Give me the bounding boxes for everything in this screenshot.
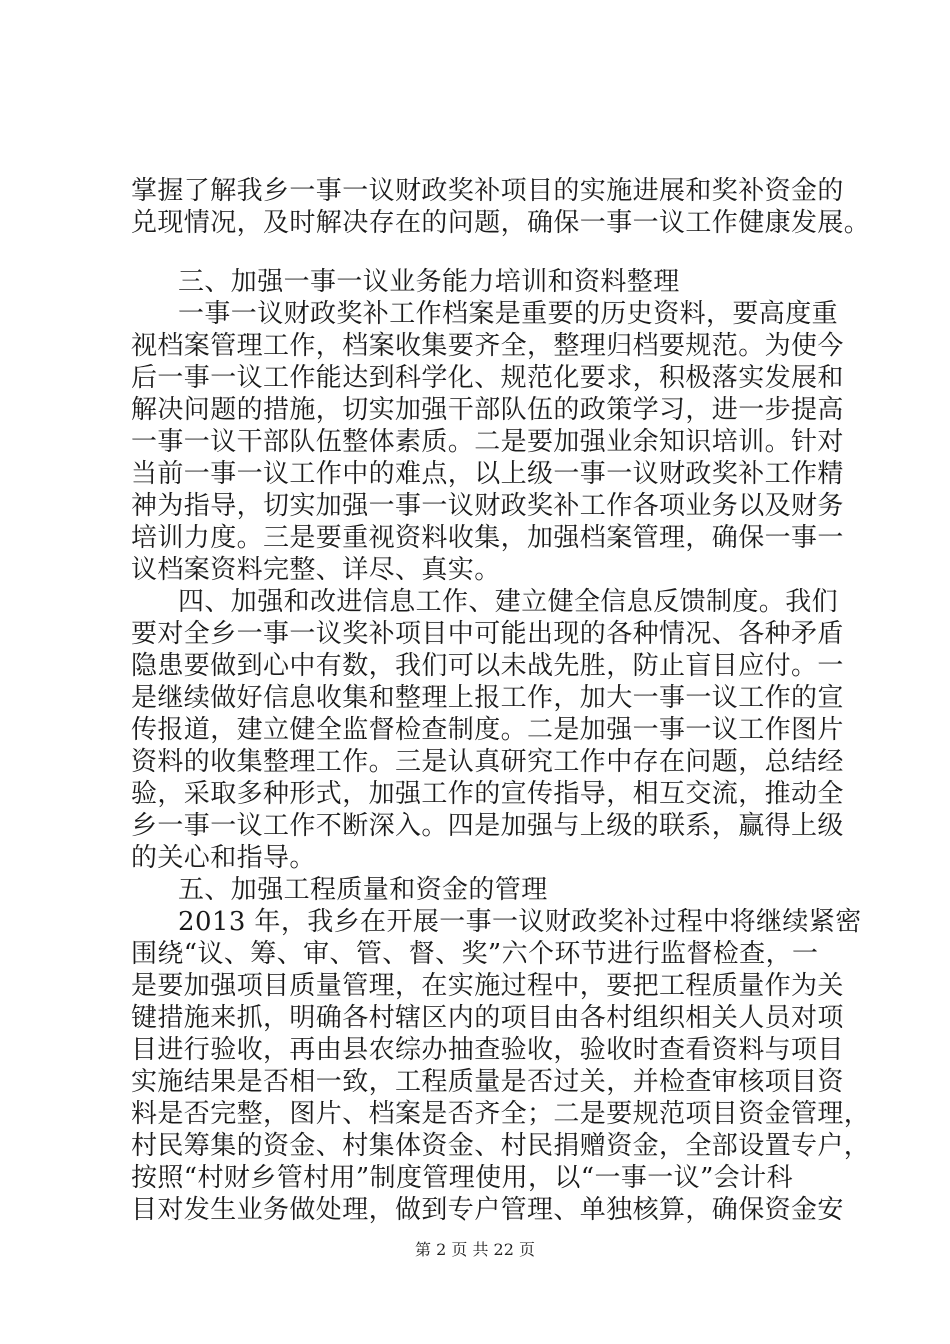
body-text-line: 要对全乡一事一议奖补项目中可能出现的各种情况、各种矛盾: [131, 619, 844, 649]
body-text-line: 后一事一议工作能达到科学化、规范化要求，积极落实发展和: [131, 363, 844, 393]
paragraph-first-line: 一事一议财政奖补工作档案是重要的历史资料，要高度重: [178, 299, 839, 329]
body-text-line: 围绕“议、筹、审、管、督、奖”六个环节进行监督检查，一: [131, 939, 819, 969]
body-text-line: 当前一事一议工作中的难点，以上级一事一议财政奖补工作精: [131, 459, 844, 489]
paragraph-first-line: 2013 年，我乡在开展一事一议财政奖补过程中将继续紧密: [178, 907, 862, 937]
body-text-line: 资料的收集整理工作。三是认真研究工作中存在问题，总结经: [131, 747, 844, 777]
body-text-line: 键措施来抓，明确各村辖区内的项目由各村组织相关人员对项: [131, 1003, 844, 1033]
body-text-line: 料是否完整，图片、档案是否齐全；二是要规范项目资金管理，: [131, 1099, 871, 1129]
body-text-line: 兑现情况，及时解决存在的问题，确保一事一议工作健康发展。: [131, 208, 871, 238]
body-text-line: 隐患要做到心中有数，我们可以未战先胜，防止盲目应付。一: [131, 651, 844, 681]
body-text-line: 乡一事一议工作不断深入。四是加强与上级的联系，赢得上级: [131, 811, 844, 841]
body-text-line: 是继续做好信息收集和整理上报工作，加大一事一议工作的宣: [131, 683, 844, 713]
section-heading-3: 三、加强一事一议业务能力培训和资料整理: [178, 267, 680, 297]
body-text-line: 议档案资料完整、详尽、真实。: [131, 555, 501, 585]
body-text-line: 目对发生业务做处理，做到专户管理、单独核算，确保资金安: [131, 1195, 844, 1225]
body-text-line: 是要加强项目质量管理，在实施过程中，要把工程质量作为关: [131, 971, 844, 1001]
body-text-line: 视档案管理工作，档案收集要齐全，整理归档要规范。为使今: [131, 331, 844, 361]
body-text-line: 掌握了解我乡一事一议财政奖补项目的实施进展和奖补资金的: [131, 176, 844, 206]
page-number-footer: 第 2 页 共 22 页: [415, 1240, 535, 1259]
body-text-line: 目进行验收，再由县农综办抽查验收，验收时查看资料与项目: [131, 1035, 844, 1065]
body-text-line: 村民筹集的资金、村集体资金、村民捐赠资金，全部设置专户，: [131, 1131, 871, 1161]
body-text-line: 解决问题的措施，切实加强干部队伍的政策学习，进一步提高: [131, 395, 844, 425]
body-text-line: 按照“村财乡管村用”制度管理使用，以“一事一议”会计科: [131, 1163, 793, 1193]
body-text-line: 实施结果是否相一致，工程质量是否过关，并检查审核项目资: [131, 1067, 844, 1097]
section-heading-5: 五、加强工程质量和资金的管理: [178, 875, 548, 905]
section-heading-4: 四、加强和改进信息工作、建立健全信息反馈制度。我们: [178, 587, 839, 617]
body-text-line: 一事一议干部队伍整体素质。二是要加强业余知识培训。针对: [131, 427, 844, 457]
body-text-line: 验，采取多种形式，加强工作的宣传指导，相互交流，推动全: [131, 779, 844, 809]
body-text-line: 的关心和指导。: [131, 843, 316, 873]
body-text-line: 培训力度。三是要重视资料收集，加强档案管理，确保一事一: [131, 523, 844, 553]
body-text-line: 神为指导，切实加强一事一议财政奖补工作各项业务以及财务: [131, 491, 844, 521]
body-text-line: 传报道，建立健全监督检查制度。二是加强一事一议工作图片: [131, 715, 844, 745]
